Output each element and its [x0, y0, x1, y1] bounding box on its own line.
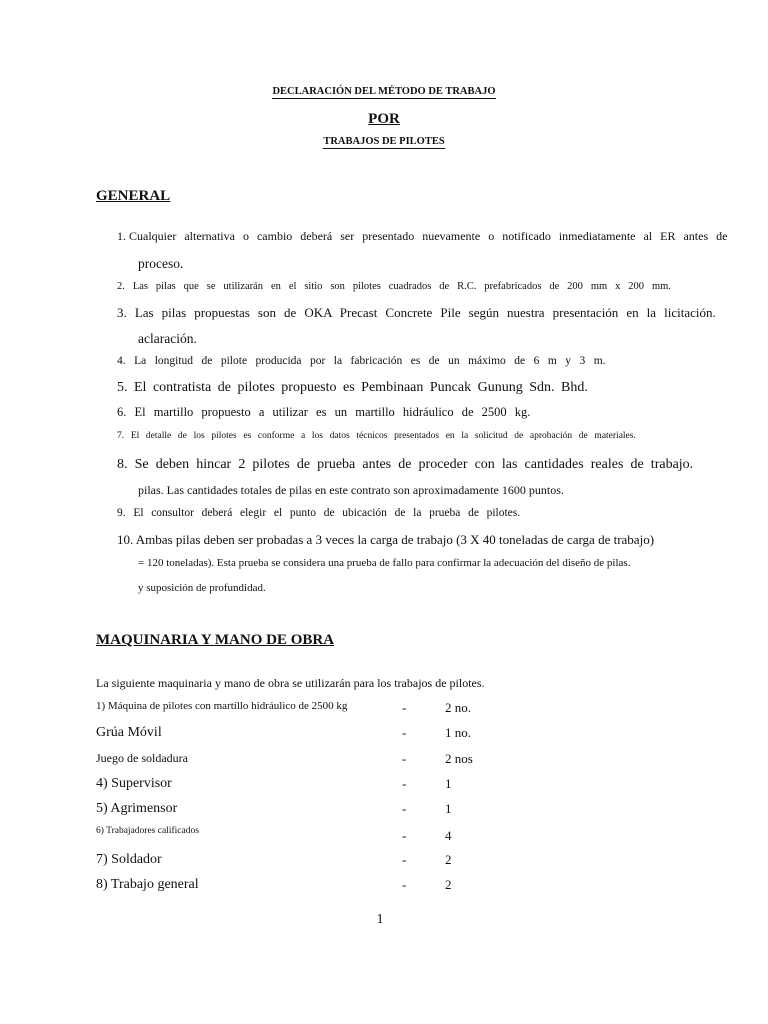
- machinery-label: 4) Supervisor: [96, 776, 172, 791]
- general-item-1-cont: proceso.: [138, 256, 184, 271]
- machinery-dash: -: [402, 776, 407, 791]
- machinery-dash: -: [402, 700, 407, 715]
- general-item-2: 2. Las pilas que se utilizarán en el sitio son pilotes cuadrados de R.C. prefabricados de 200 mm x 200 mm.: [117, 281, 671, 292]
- machinery-dash: -: [402, 877, 407, 892]
- machinery-qty: 1: [445, 776, 452, 791]
- general-item-9: 9. El consultor deberá elegir el punto de ubicación de la prueba de pilotes.: [117, 507, 521, 519]
- general-item-10: 10. Ambas pilas deben ser probadas a 3 veces la carga de trabajo (3 X 40 toneladas de carga de trabajo): [117, 532, 655, 547]
- general-item-5: 5. El contratista de pilotes propuesto es Pembinaan Puncak Gunung Sdn. Bhd.: [117, 380, 588, 395]
- machinery-qty: 2: [445, 852, 452, 867]
- general-item-10-cont2: y suposición de profundidad.: [138, 582, 266, 594]
- machinery-dash: -: [402, 801, 407, 816]
- general-item-8: 8. Se deben hincar 2 pilotes de prueba antes de proceder con las cantidades reales de trabajo.: [117, 457, 694, 472]
- general-item-6: 6. El martillo propuesto a utilizar es un martillo hidráulico de 2500 kg.: [117, 405, 531, 419]
- machinery-dash: -: [402, 751, 407, 766]
- machinery-qty: 2 no.: [445, 700, 471, 715]
- page-number: 1: [376, 912, 384, 927]
- machinery-label: Juego de soldadura: [96, 751, 188, 765]
- machinery-qty: 2: [445, 877, 452, 892]
- machinery-label: 1) Máquina de pilotes con martillo hidráulico de 2500 kg: [96, 700, 348, 712]
- machinery-qty: 2 nos: [445, 751, 473, 766]
- machinery-qty: 1: [445, 801, 452, 816]
- general-item-10-cont: = 120 toneladas). Esta prueba se considera una prueba de fallo para confirmar la adecuación del diseño de pilas.: [138, 557, 631, 569]
- section-heading-general: GENERAL: [96, 188, 171, 204]
- machinery-label: 8) Trabajo general: [96, 877, 199, 892]
- section-heading-machinery: MAQUINARIA Y MANO DE OBRA: [96, 632, 335, 648]
- machinery-qty: 4: [445, 828, 452, 843]
- machinery-intro: La siguiente maquinaria y mano de obra se utilizarán para los trabajos de pilotes.: [96, 676, 485, 690]
- document-por: POR: [368, 111, 400, 127]
- general-item-1: 1. Cualquier alternativa o cambio deberá ser presentado nuevamente o notificado inmediatamente al ER antes de: [117, 229, 728, 243]
- machinery-label: Grúa Móvil: [96, 725, 162, 740]
- general-item-8-cont: pilas. Las cantidades totales de pilas en este contrato son aproximadamente 1600 puntos.: [138, 483, 564, 497]
- document-subtitle: TRABAJOS DE PILOTES: [323, 136, 445, 147]
- general-item-4: 4. La longitud de pilote producida por la fabricación es de un máximo de 6 m y 3 m.: [117, 355, 606, 367]
- general-item-3-cont: aclaración.: [138, 331, 197, 346]
- document-title: DECLARACIÓN DEL MÉTODO DE TRABAJO: [272, 86, 496, 97]
- machinery-dash: -: [402, 725, 407, 740]
- machinery-label: 7) Soldador: [96, 852, 162, 867]
- general-item-7: 7. El detalle de los pilotes es conforme a los datos técnicos presentados en la solicitud de aprobación de materiales.: [117, 431, 636, 441]
- machinery-dash: -: [402, 852, 407, 867]
- machinery-qty: 1 no.: [445, 725, 471, 740]
- general-item-3: 3. Las pilas propuestas son de OKA Precast Concrete Pile según nuestra presentación en la licitación.: [117, 305, 716, 320]
- machinery-dash: -: [402, 828, 407, 843]
- machinery-label: 6) Trabajadores calificados: [96, 826, 199, 836]
- machinery-label: 5) Agrimensor: [96, 801, 178, 816]
